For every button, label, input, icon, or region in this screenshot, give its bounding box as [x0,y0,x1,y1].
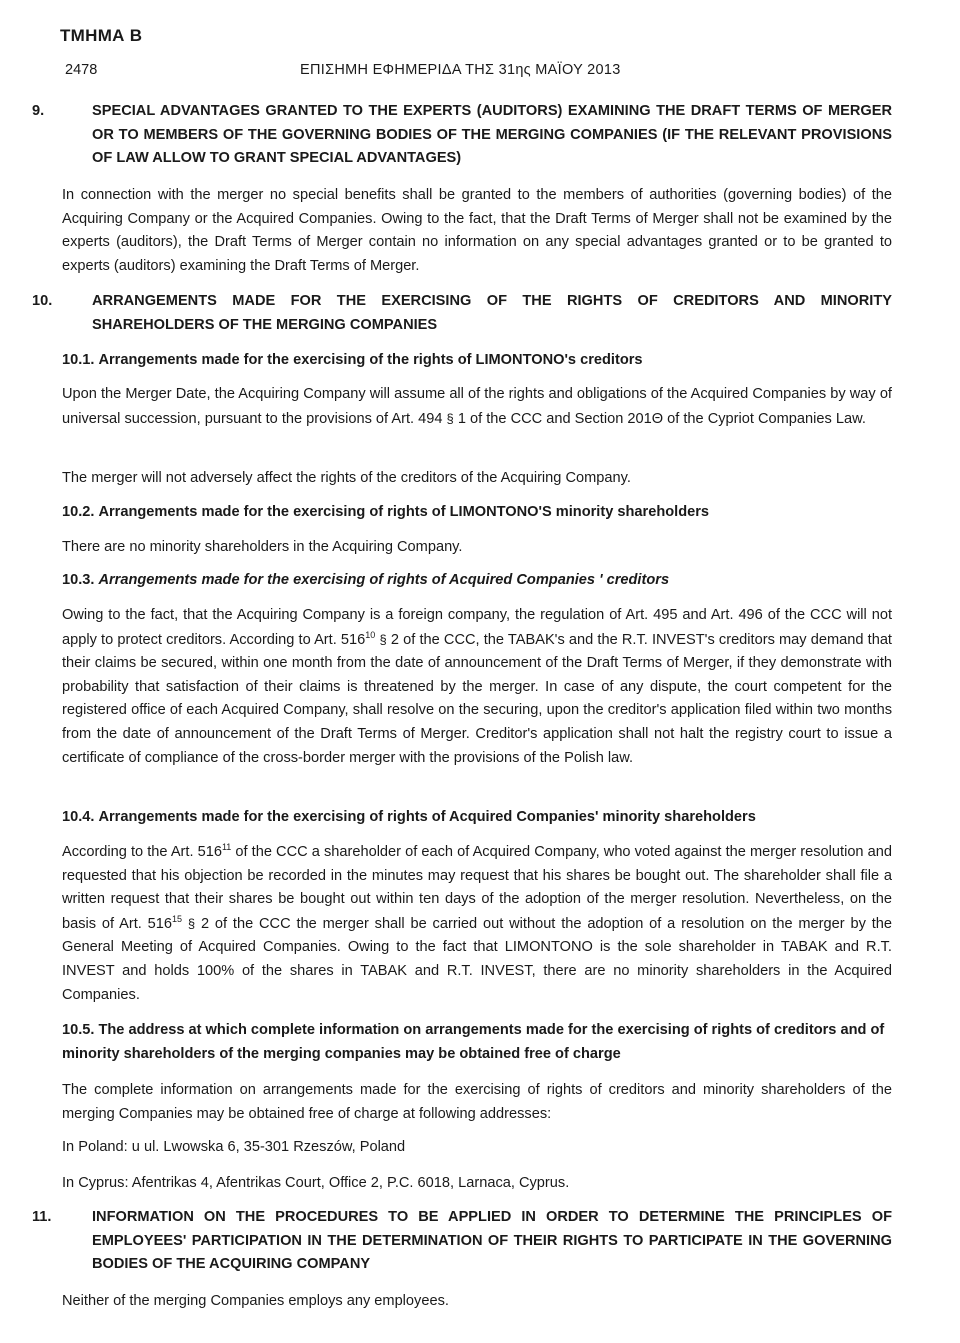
section-11-heading [32,1206,892,1277]
address-cyprus-block [62,1172,892,1196]
page-number: 2478 [65,62,98,78]
section-10-3-heading [62,569,892,593]
section-9-body [62,184,892,278]
section-10-4-heading [62,806,892,830]
section-10-3 [62,569,892,593]
section-10-1-paragraph-1 [62,383,892,431]
section-10-4-body [62,841,892,1007]
section-10-number: 10. [32,293,53,309]
section-10-5-heading [62,1019,892,1066]
section-10-1-body [62,383,892,431]
section-10-1-number: 10.1. [62,352,95,368]
section-10-1-title: Arrangements made for the exercising of the rights of LIMONTONO's creditors [98,352,643,368]
section-sign: § [187,915,196,931]
section-10-1-paragraph-2: The merger will not adversely affect the rights of the creditors of the Acquiring Company. [62,470,631,486]
section-10-4-paragraph [62,841,892,1007]
section-10-1-heading [62,349,892,373]
section-10-5-title: The address at which complete information on arrangements made for the exercising of rights of creditors and of minority shareholders of the merging companies may be obtained free of charge [62,1022,885,1062]
section-10-4 [62,806,892,830]
section-sign: § [446,410,454,426]
section-9-number: 9. [32,103,45,119]
section-sign: § [379,631,387,647]
section-11-paragraph: Neither of the merging Companies employs any employees. [62,1293,449,1309]
section-10-heading [32,290,892,337]
section-9-title: SPECIAL ADVANTAGES GRANTED TO THE EXPERTS (AUDITORS) EXAMINING THE DRAFT TERMS OF MERGER OR TO MEMBERS OF THE GOVERNING BODIES OF THE MERGING COMPANIES (IF THE RELEVANT PROVISIONS OF LAW ALLOW TO GRANT SPECIAL ADVANTAGES) [92,103,892,167]
section-10-5-number: 10.5. [62,1022,95,1038]
section-10-4-text-b: of the CCC a shareholder of each of Acquired Company, who voted against the merger resolution and requested that his objection be recorded in the minutes may request that his shares be bought out. The shareholder shall file a written request that their shares be bought out within ten days of the adoption of the merger resolution. Nevertheless, on the basis of Art. 516 [62,844,892,932]
section-9-paragraph: In connection with the merger no special benefits shall be granted to the members of authorities (governing bodies) of the Acquiring Company or the Acquired Companies. Owing to the fact, that the Draft Terms of Merger shall not be examined by the experts (auditors), the Draft Terms of Merger contain no information on any special advantages granted or to be granted to experts (auditors) examining the Draft Terms of Merger. [62,187,892,274]
address-poland: In Poland: u ul. Lwowska 6, 35-301 Rzeszów, Poland [62,1139,406,1155]
section-11-body [62,1290,892,1314]
section-10-1-text-b: 1 of the CCC and Section 201Θ of the Cypriot Companies Law. [457,410,866,427]
section-10-2-paragraph: There are no minority shareholders in the Acquiring Company. [62,539,463,555]
section-10-4-title: Arrangements made for the exercising of rights of Acquired Companies' minority shareholders [98,809,756,825]
section-10-2-number: 10.2. [62,504,95,520]
section-10-2-body [62,536,892,560]
section-10-2-title: Arrangements made for the exercising of rights of LIMONTONO'S minority shareholders [98,504,710,520]
section-10-4-text-a: According to the Art. 516 [62,844,222,860]
section-11 [32,1206,892,1277]
section-10-2-heading [62,501,892,525]
section-10-4-text-c: 2 of the CCC the merger shall be carried out without the adoption of a resolution on the merger by the General Meeting of Acquired Companies. Owing to the fact that LIMONTONO is the sole shareholder in TABAK and R.T. INVEST and holds 100% of the shares in TABAK and R.T. INVEST, there are no minority shareholders in the Acquired Companies. [62,915,892,1003]
section-10-1-text-a: Upon the Merger Date, the Acquiring Company will assume all of the rights and obligations of the Acquired Companies by way of universal succession, pursuant to the provisions of Art. 494 [62,386,892,427]
section-10-1-note [62,467,892,491]
section-10-3-paragraph [62,604,892,770]
section-10-5 [62,1019,892,1066]
gazette-title: ΕΠΙΣΗΜΗ ΕΦΗΜΕΡΙΔΑ ΤΗΣ 31ης ΜΑΪΟΥ 2013 [300,62,621,78]
address-poland-block [62,1136,892,1160]
address-cyprus: In Cyprus: Afentrikas 4, Afentrikas Court, Office 2, P.C. 6018, Larnaca, Cyprus. [62,1175,570,1191]
section-10-3-number: 10.3. [62,572,95,588]
section-10-1 [62,349,892,373]
section-10 [32,290,892,337]
section-10-3-text-b: 2 of the CCC, the TABAK's and the R.T. INVEST's creditors may demand that their claims be secured, within one month from the date of announcement of the Draft Terms of Merger, if they demonstrate with probability that satisfaction of their claims is threatened by the merger. In case of any dispute, the court competent for the registered office of each Acquired Company, shall resolve on the securing, upon the creditor's application filed within two months from the date of announcement of the Draft Terms of Merger. Creditor's application shall not halt the registry court to issue a certificate of compliance of the cross-border merger with the provisions of the Polish law. [62,631,892,766]
section-10-2 [62,501,892,525]
section-10-4-number: 10.4. [62,809,95,825]
footnote-ref-10: 10 [365,629,376,640]
footnote-ref-15: 15 [172,913,183,924]
section-9-heading [32,100,892,171]
section-tag: ΤΜΗΜΑ Β [60,26,143,45]
section-10-title: ARRANGEMENTS MADE FOR THE EXERCISING OF THE RIGHTS OF CREDITORS AND MINORITY SHAREHOLDERS OF THE MERGING COMPANIES [92,293,892,333]
section-10-3-text-a: Owing to the fact, that the Acquiring Company is a foreign company, the regulation of Art. 495 and Art. 496 of the CCC will not apply to protect creditors. According to Art. 516 [62,607,892,648]
section-11-title: INFORMATION ON THE PROCEDURES TO BE APPLIED IN ORDER TO DETERMINE THE PRINCIPLES OF EMPLOYEES' PARTICIPATION IN THE DETERMINATION OF THEIR RIGHTS TO PARTICIPATE IN THE GOVERNING BODIES OF THE ACQUIRING COMPANY [92,1209,892,1273]
section-10-3-title: Arrangements made for the exercising of rights of Acquired Companies ' creditors [98,572,670,588]
section-9 [32,100,892,171]
footnote-ref-11: 11 [221,842,232,853]
section-11-number: 11. [32,1209,52,1225]
section-10-3-body [62,604,892,770]
section-10-5-paragraph: The complete information on arrangements made for the exercising of rights of creditors and minority shareholders of the merging Companies may be obtained free of charge at following addresses: [62,1082,892,1122]
section-10-5-body [62,1079,892,1126]
